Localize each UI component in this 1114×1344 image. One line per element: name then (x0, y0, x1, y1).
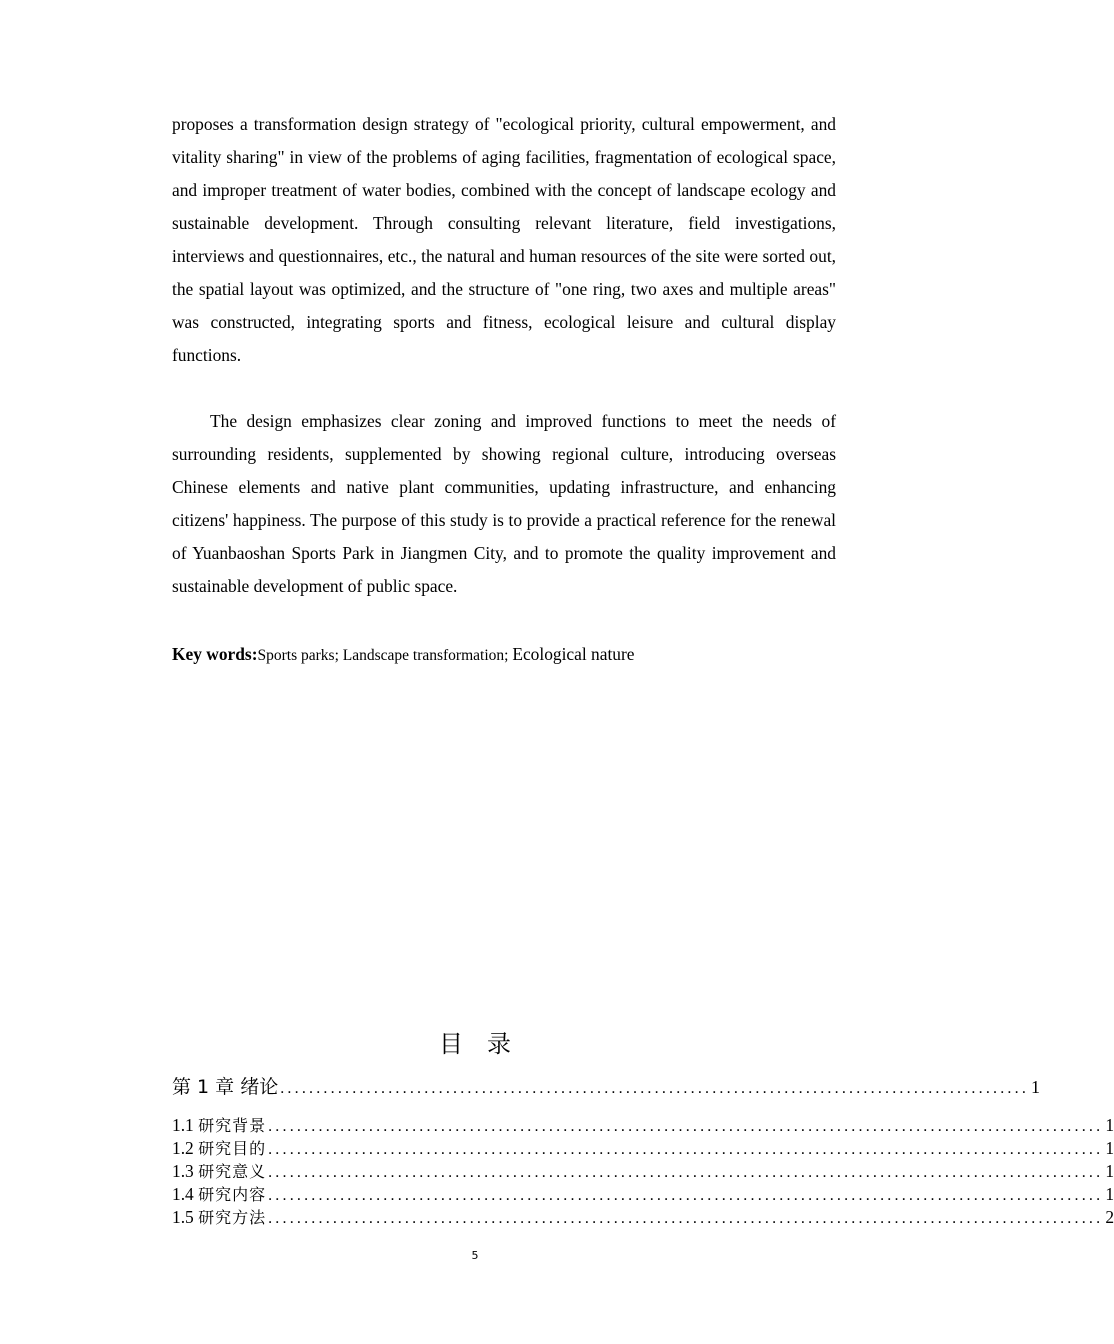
toc-section-number: 1.1 (172, 1115, 199, 1135)
toc-leader-dots: ........................................................................................................ (280, 1080, 1030, 1097)
toc-chapter-label: 第 1 章 绪论 (172, 1076, 279, 1098)
toc-entry-section[interactable] (172, 1137, 1114, 1161)
keywords-line (172, 638, 836, 672)
toc-entry-section[interactable] (172, 1114, 1114, 1138)
keywords-label: Key words: (172, 644, 258, 664)
toc-section-title: 研究目的 (198, 1139, 267, 1158)
abstract-paragraph-1: proposes a transformation design strategy of "ecological priority, cultural empowerment, and vitality sharing" in view of the problems of aging facilities, fragmentation of ecological space, and improper treatment of water bodies, combined with the concept of landscape ecology and sustainable development. Through consulting relevant literature, field investigations, interviews and questionnaires, etc., the natural and human resources of the site were sorted out, the spatial layout was optimized, and the structure of "one ring, two axes and multiple areas" was constructed, integrating sports and fitness, ecological leisure and cultural display functions. (172, 114, 836, 365)
toc-entry-section[interactable] (172, 1183, 1114, 1207)
toc-page-number: 1 (1105, 1138, 1114, 1158)
toc-section-title: 研究意义 (198, 1162, 267, 1181)
page-number: 5 (471, 1249, 479, 1262)
toc-leader-dots: .................................................................................................................... (268, 1164, 1104, 1181)
toc-section-number: 1.4 (172, 1184, 199, 1204)
toc-leader-dots: .................................................................................................................... (268, 1210, 1104, 1227)
toc-page-number: 2 (1105, 1207, 1114, 1227)
toc-entry-chapter-1[interactable] (172, 1072, 1041, 1104)
toc-section-label (172, 1183, 266, 1206)
keywords-item-last: Ecological nature (512, 644, 635, 664)
toc-section-label (172, 1160, 266, 1183)
toc-entry-section[interactable] (172, 1206, 1114, 1230)
toc-page-number: 1 (1105, 1115, 1114, 1135)
toc-leader-dots: .................................................................................................................... (268, 1141, 1104, 1158)
toc-section-label (172, 1206, 266, 1229)
toc-section-title: 研究内容 (198, 1185, 267, 1204)
toc-entry-section[interactable] (172, 1160, 1114, 1184)
toc-page-number: 1 (1105, 1161, 1114, 1181)
toc-section-number: 1.5 (172, 1207, 199, 1227)
abstract-paragraph-2: The design emphasizes clear zoning and improved functions to meet the needs of surrounding residents, supplemented by showing regional culture, introducing overseas Chinese elements and native plant communities, updating infrastructure, and enhancing citizens' happiness. The purpose of this study is to provide a practical reference for the renewal of Yuanbaoshan Sports Park in Jiangmen City, and to promote the quality improvement and sustainable development of public space. (172, 411, 836, 596)
toc-section-number: 1.2 (172, 1138, 199, 1158)
toc-leader-dots: .................................................................................................................... (268, 1187, 1104, 1204)
keywords-items: Sports parks; Landscape transformation; (257, 647, 513, 664)
toc-section-title: 研究背景 (198, 1116, 267, 1135)
toc-section-label (172, 1137, 266, 1160)
toc-section-number: 1.3 (172, 1161, 199, 1181)
toc-page-number: 1 (1105, 1184, 1114, 1204)
toc-section-title: 研究方法 (198, 1208, 267, 1227)
toc-leader-dots: .................................................................................................................... (268, 1118, 1104, 1135)
toc-section-label (172, 1114, 266, 1137)
toc-title: 目录 (439, 1030, 535, 1058)
toc-page-number: 1 (1031, 1077, 1041, 1097)
